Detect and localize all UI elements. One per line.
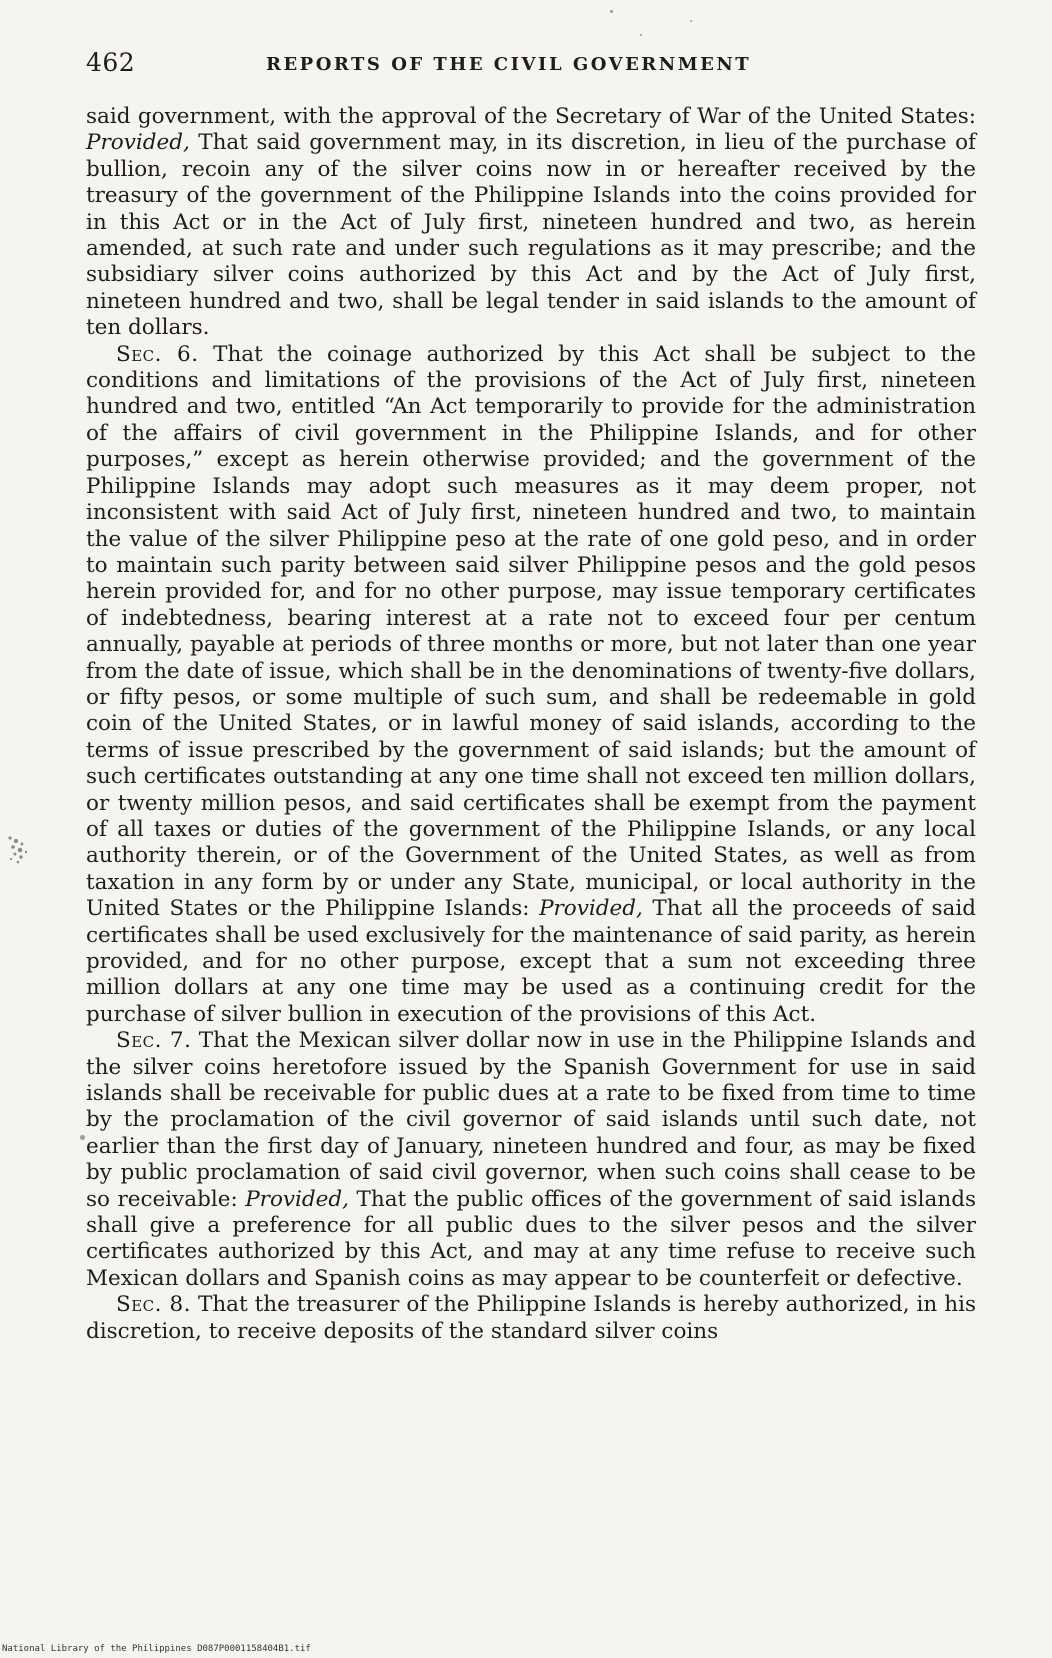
- scan-speck: [610, 10, 613, 13]
- proviso-italic-text: Provided,: [86, 130, 190, 156]
- paragraph-text: That the public offices of the government of said islands shall give a preference for all public dues to the silver pesos and the silver certificates authorized by this Act, and may at any time refuse to receive such Mexican dollars and Spanish coins as may appear to be counterfeit or defective.: [86, 1186, 977, 1291]
- section-label: Sec. 6.: [116, 341, 199, 367]
- paragraph: [86, 342, 976, 1029]
- paragraph-text: That all the proceeds of said certificates shall be used exclusively for the maintenance of said parity, as herein provided, and for no other purpose, except that a sum not exceeding three million dollars at any one time may be used as a continuing credit for the purchase of silver bullion in execution of the provisions of this Act.: [86, 896, 976, 1027]
- paragraph-text: That the coinage authorized by this Act shall be subject to the conditions and limitations of the provisions of the Act of July first, nineteen hundred and two, entitled “An Act temporarily to provide for the administration of the affairs of civil government in the Philippine Islands, and for other purposes,” except as herein otherwise provided; and the government of the Philippine Islands may adopt such measures as it may deem proper, not inconsistent with said Act of July first, nineteen hundred and two, to maintain the value of the silver Philippine peso at the rate of one gold peso, and in order to maintain such parity between said silver Philippine pesos and the gold pesos herein provided for, and for no other purpose, may issue temporary certificates of indebtedness, bearing interest at a rate not to exceed four per centum annually, payable at periods of three months or more, but not later than one year from the date of issue, which shall be in the denominations of twenty-five dollars, or fifty pesos, or some multiple of such sum, and shall be redeemable in gold coin of the United States, or in lawful money of said islands, according to the terms of issue prescribed by the government of said islands; but the amount of such certificates outstanding at any one time shall not exceed ten million dollars, or twenty million pesos, and said certificates shall be exempt from the payment of all taxes or duties of the government of the Philippine Islands, or any local authority therein, or of the Government of the United States, as well as from taxation in any form by or under any State, municipal, or local authority in the United States or the Philippine Islands:: [86, 341, 977, 922]
- scan-speck: [640, 34, 642, 36]
- proviso-italic-text: Provided,: [245, 1186, 349, 1212]
- paragraph: [86, 1028, 976, 1292]
- page-number: 462: [86, 48, 136, 77]
- scan-footer-caption: National Library of the Philippines D087P0001158404B1.tif: [2, 1644, 311, 1654]
- paragraph-text: That the Mexican silver dollar now in use in the Philippine Islands and the silver coins heretofore issued by the Spanish Government for use in said islands shall be receivable for public dues at a rate to be fixed from time to time by the proclamation of the civil governor of said islands until such date, not earlier than the first day of January, nineteen hundred and four, as may be fixed by public proclamation of said civil governor, when such coins shall cease to be so receivable:: [86, 1028, 977, 1212]
- proviso-italic-text: Provided,: [539, 896, 643, 922]
- paragraph-text: said government, with the approval of the Secretary of War of the United States:: [86, 104, 976, 129]
- paragraph: [86, 1292, 976, 1345]
- margin-smudge-mark: [0, 830, 34, 870]
- page-header: [86, 48, 976, 84]
- paragraph-text: That said government may, in its discretion, in lieu of the purchase of bullion, recoin any of the silver coins now in or hereafter received by the treasury of the government of the Philippine Islands into the coins provided for in this Act or in the Act of July first, nineteen hundred and two, as herein amended, at such rate and under such regulations as it may prescribe; and the subsidiary silver coins authorized by this Act and by the Act of July first, nineteen hundred and two, shall be legal tender in said islands to the amount of ten dollars.: [86, 130, 976, 341]
- scan-speck: [80, 1135, 85, 1140]
- paragraph: [86, 104, 976, 342]
- body-text: [86, 104, 976, 1345]
- section-label: Sec. 7.: [116, 1028, 192, 1054]
- scan-speck: [690, 20, 692, 22]
- paragraph-text: That the treasurer of the Philippine Islands is hereby authorized, in his discretion, to receive deposits of the standard silver coins: [86, 1292, 976, 1344]
- running-head: REPORTS OF THE CIVIL GOVERNMENT: [266, 54, 752, 75]
- section-label: Sec. 8.: [116, 1292, 191, 1318]
